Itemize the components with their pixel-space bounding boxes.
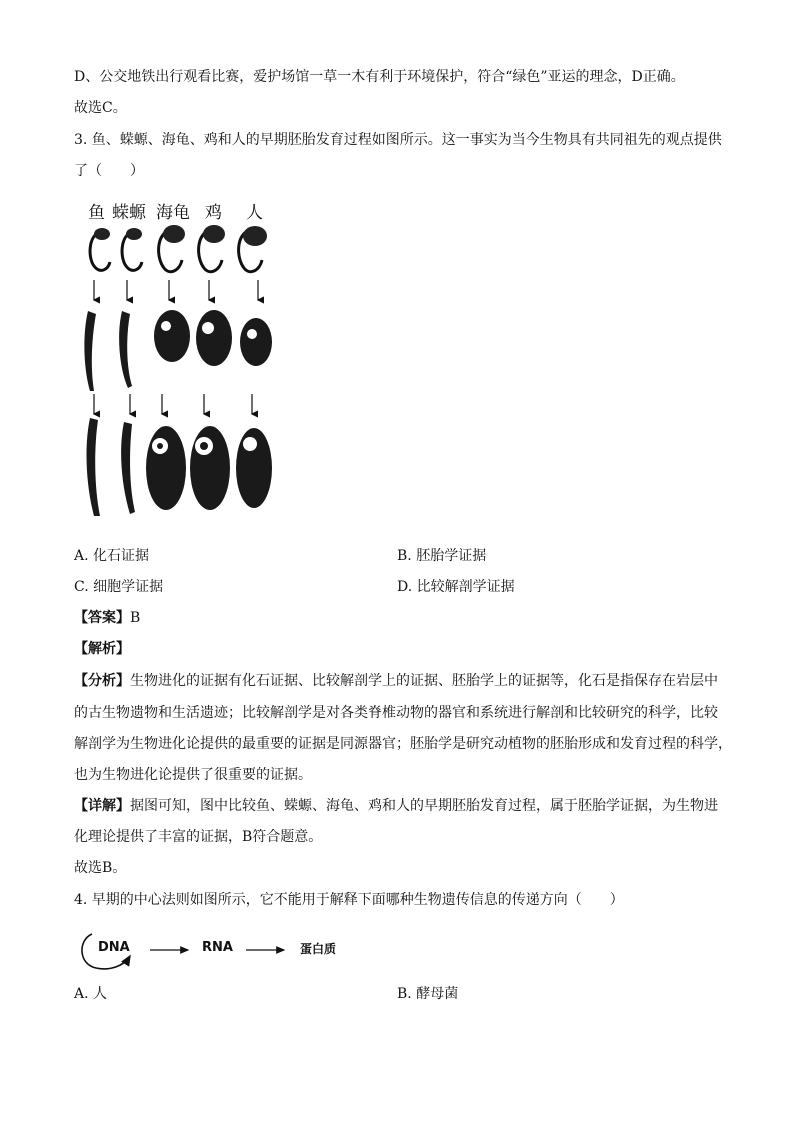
salamander-embryo-stage2-icon [119, 311, 132, 388]
q2-conclusion: 故选C。 [74, 100, 127, 116]
analysis-tag: 【解析】 [74, 641, 130, 657]
q3-answer [74, 609, 140, 627]
fenxi-tag: 【分析】 [74, 673, 130, 689]
q3-fenxi-line1 [74, 672, 718, 690]
chicken-embryo-stage2-icon [196, 310, 232, 366]
q3-fenxi-line4: 也为生物进化论提供了很重要的证据。 [74, 767, 312, 783]
turtle-embryo-stage3-icon [146, 426, 186, 510]
fish-embryo-stage3-icon [87, 418, 100, 516]
human-embryo-stage2-icon [240, 318, 272, 366]
fenxi-text-1: 生物进化的证据有化石证据、比较解剖学上的证据、胚胎学上的证据等，化石是指保存在岩层中 [130, 673, 718, 689]
q4-stem: 4. 早期的中心法则如图所示，它不能用于解释下面哪种生物遗传信息的传递方向（ ） [74, 892, 624, 908]
answer-value: B [130, 610, 141, 626]
q4-option-a: A. 人 [74, 986, 108, 1002]
q3-stem-line1: 3. 鱼、蝾螈、海龟、鸡和人的早期胚胎发育过程如图所示。这一事实为当今生物具有共同祖先的观点提供 [74, 132, 722, 148]
label-fish: 鱼 [88, 203, 105, 223]
q3-option-d: D. 比较解剖学证据 [397, 579, 515, 595]
q4-option-b: B. 酵母菌 [397, 986, 459, 1002]
detail-text-1: 据图可知，图中比较鱼、蝾螈、海龟、鸡和人的早期胚胎发育过程，属于胚胎学证据，为生物进 [130, 798, 718, 814]
label-turtle: 海龟 [156, 203, 190, 223]
label-chicken: 鸡 [205, 203, 222, 223]
label-human: 人 [246, 203, 263, 223]
label-salamander: 蝾螈 [112, 203, 146, 223]
protein-label: 蛋白质 [300, 942, 337, 956]
answer-tag: 【答案】 [74, 610, 130, 626]
fish-embryo-stage2-icon [84, 311, 96, 391]
rna-label: RNA [202, 940, 233, 955]
dna-label: DNA [98, 940, 130, 955]
q3-option-c: C. 细胞学证据 [74, 579, 164, 595]
chicken-embryo-stage3-icon [190, 426, 230, 510]
embryo-development-figure [80, 196, 280, 521]
detail-tag: 【详解】 [74, 798, 130, 814]
q3-detail-line2: 化理论提供了丰富的证据，B符合题意。 [74, 829, 323, 845]
q3-fenxi-line3: 解剖学为生物进化论提供的最重要的证据是同源器官；胚胎学是研究动植物的胚胎形成和发育过程的科学， [74, 736, 732, 752]
q3-fenxi-line2: 的古生物遗物和生活遗迹；比较解剖学是对各类脊椎动物的器官和系统进行解剖和比较研究的科学，比较 [74, 705, 718, 721]
q2-option-d-explanation: D、公交地铁出行观看比赛，爱护场馆一草一木有利于环境保护，符合“绿色”亚运的理念，D正确。 [74, 69, 685, 85]
central-dogma-diagram [76, 926, 366, 974]
q3-stem-line2: 了（ ） [74, 163, 144, 179]
salamander-embryo-stage3-icon [121, 422, 135, 514]
q3-detail-line1 [74, 797, 718, 815]
q3-option-a: A. 化石证据 [74, 548, 150, 564]
q3-option-b: B. 胚胎学证据 [397, 548, 487, 564]
turtle-embryo-stage2-icon [154, 310, 190, 362]
q3-conclusion: 故选B。 [74, 860, 127, 876]
